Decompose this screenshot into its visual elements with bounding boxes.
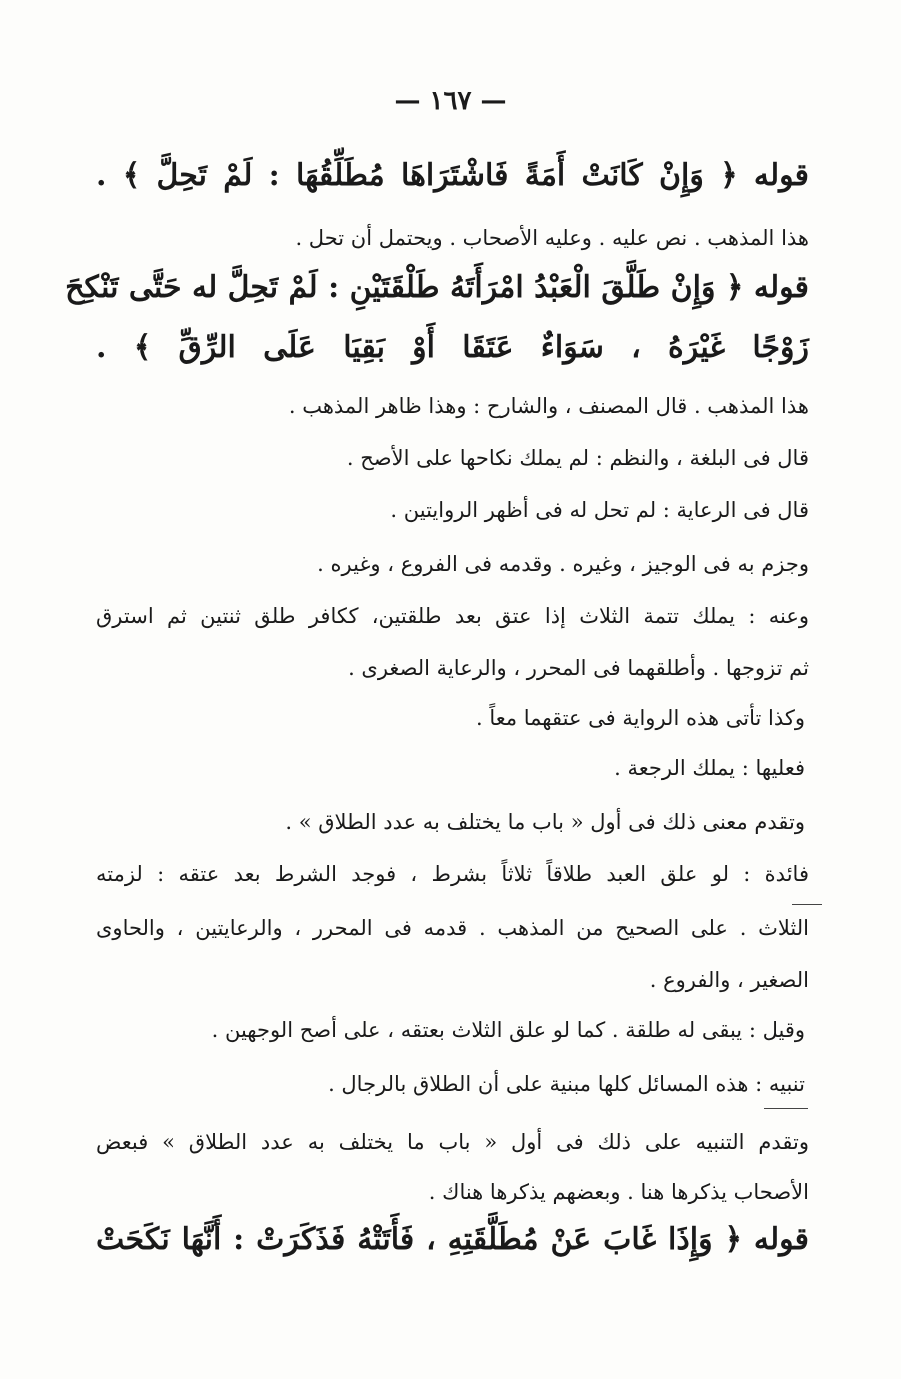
text-line: ثم تزوجها . وأطلقهما فى المحرر ، والرعاية الصغرى .	[348, 656, 809, 680]
text-line: فعليها : يملك الرجعة .	[614, 756, 805, 780]
text-line: قال فى البلغة ، والنظم : لم يملك نكاحها على الأصح .	[346, 446, 809, 470]
text-line: وقيل : يبقى له طلقة . كما لو علق الثلاث بعتقه ، على أصح الوجهين .	[211, 1018, 805, 1042]
text-line: وعنه : يملك تتمة الثلاث إذا عتق بعد طلقتين، ككافر طلق ثنتين ثم استرق	[96, 604, 809, 628]
verse-heading: قوله ﴿ وَإِذَا غَابَ عَنْ مُطَلَّقَتِهِ ، فَأَتَتْهُ فَذَكَرَتْ : أَنَّهَا نَكَحَتْ	[96, 1222, 809, 1257]
text-line: قال فى الرعاية : لم تحل له فى أظهر الروايتين .	[390, 498, 809, 522]
note-paragraph: الصغير ، والفروع .	[649, 968, 809, 992]
text-line: وتقدم معنى ذلك فى أول « باب ما يختلف به عدد الطلاق » .	[285, 810, 805, 834]
note-paragraph: فائدة : لو علق العبد طلاقاً ثلاثاً بشرط ، فوجد الشرط بعد عتقه : لزمته	[96, 862, 809, 886]
text-line: هذا المذهب . نص عليه . وعليه الأصحاب . ويحتمل أن تحل .	[295, 226, 809, 250]
caution-underline	[764, 1108, 808, 1109]
text-line: الأصحاب يذكرها هنا . وبعضهم يذكرها هناك .	[428, 1180, 809, 1204]
verse-heading-continued: زَوْجًا غَيْرَهُ ، سَوَاءٌ عَتَقَا أَوْ بَقِيَا عَلَى الرِّقِّ ﴾ .	[96, 330, 809, 365]
note-underline	[792, 904, 822, 905]
text-line: وكذا تأتى هذه الرواية فى عتقهما معاً .	[475, 706, 805, 730]
text-line: وجزم به فى الوجيز ، وغيره . وقدمه فى الفروع ، وغيره .	[317, 552, 809, 576]
caution-line: تنبيه : هذه المسائل كلها مبنية على أن الطلاق بالرجال .	[328, 1072, 805, 1096]
verse-heading: قوله ﴿ وَإِنْ كَانَتْ أَمَةً فَاشْتَرَاهَا مُطَلِّقُهَا : لَمْ تَحِلَّ ﴾ .	[96, 158, 809, 193]
text-line: هذا المذهب . قال المصنف ، والشارح : وهذا ظاهر المذهب .	[288, 394, 809, 418]
verse-heading: قوله ﴿ وَإِنْ طَلَّقَ الْعَبْدُ امْرَأَتَهُ طَلْقَتَيْنِ : لَمْ تَحِلَّ له حَتَّى تَنْكِحَ	[65, 270, 809, 305]
page-number: — ١٦٧ —	[394, 86, 507, 116]
note-paragraph: الثلاث . على الصحيح من المذهب . قدمه فى المحرر ، والرعايتين ، والحاوى	[96, 916, 809, 940]
text-line: وتقدم التنبيه على ذلك فى أول « باب ما يختلف به عدد الطلاق » فبعض	[96, 1130, 809, 1154]
